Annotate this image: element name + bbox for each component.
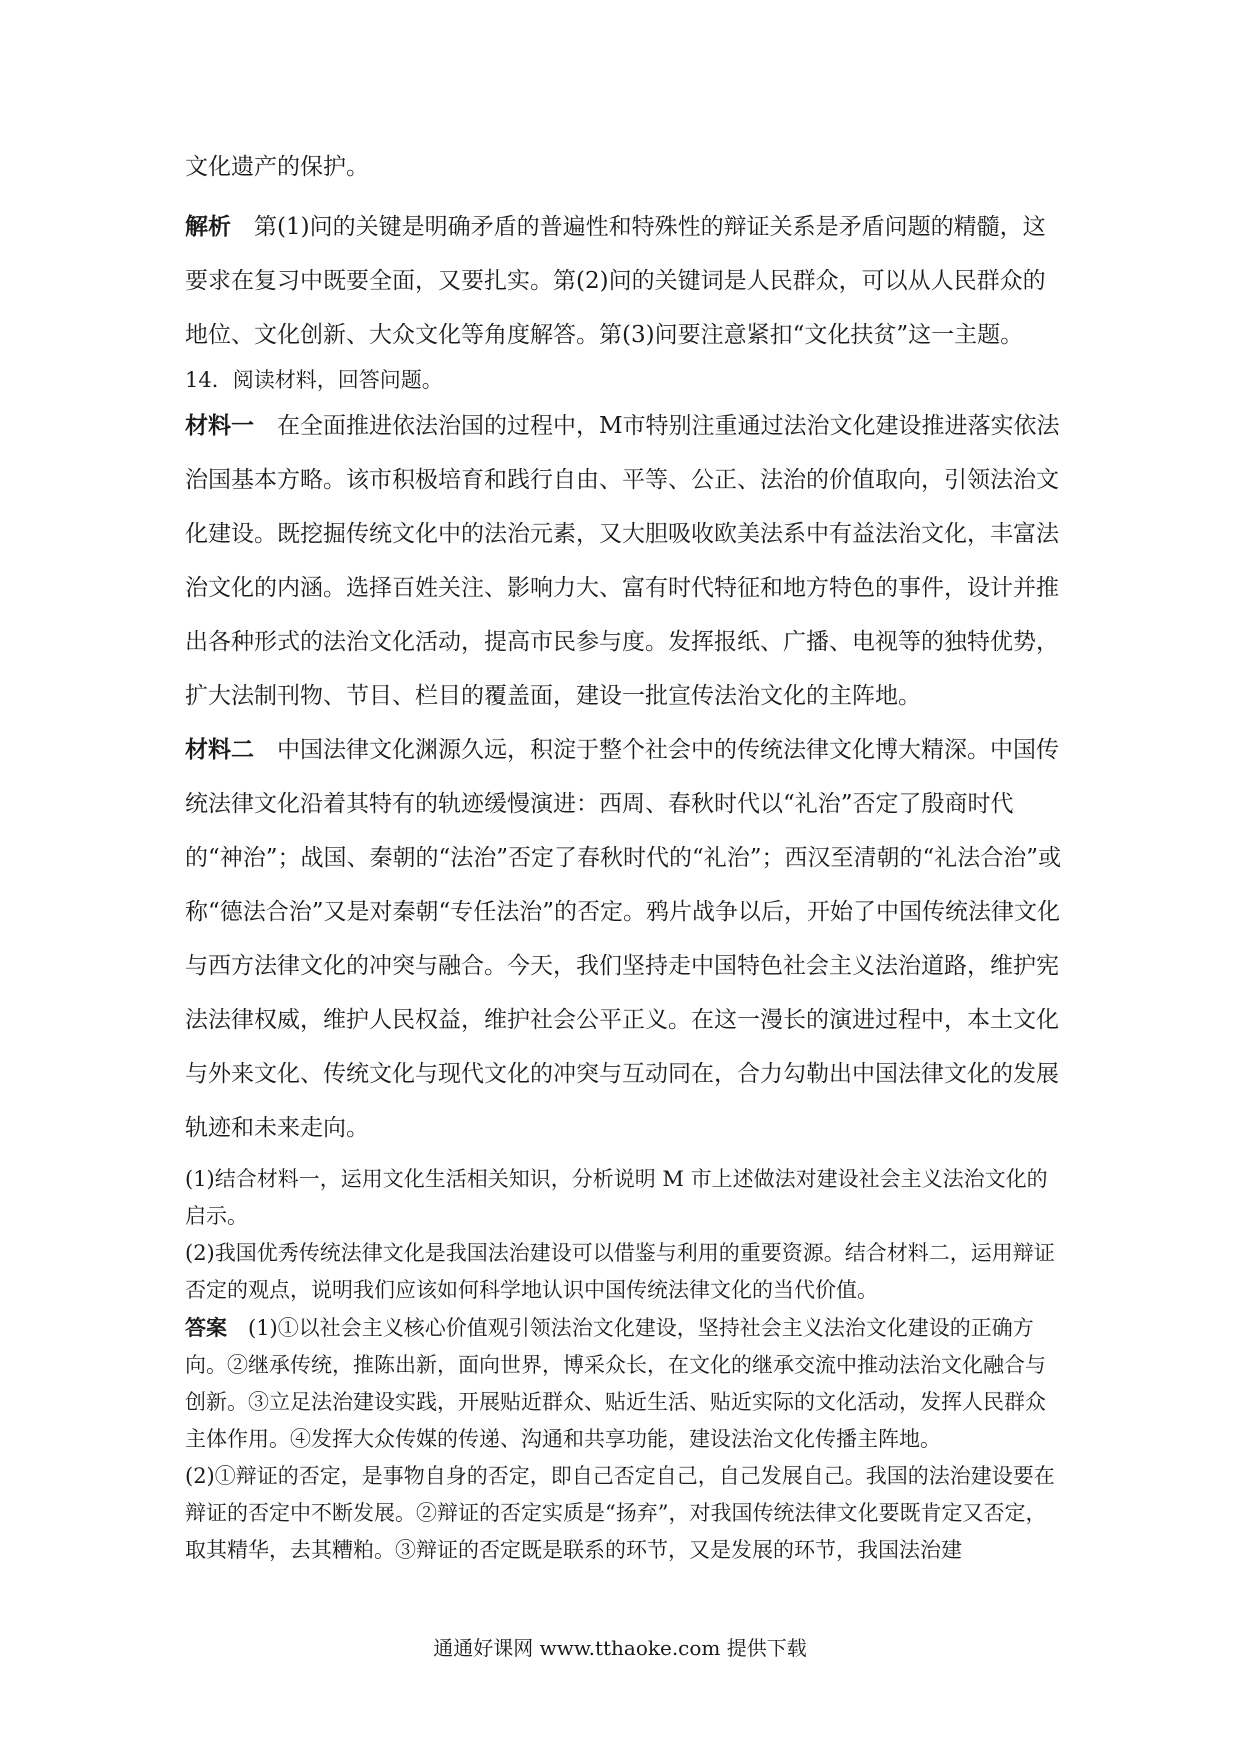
question-heading <box>185 362 1065 399</box>
material-one <box>185 399 1065 723</box>
material-one-label: 材料一 <box>185 412 254 439</box>
answer-label: 答案 <box>185 1315 227 1340</box>
paragraph-text: 文化遗产的保护。 <box>185 154 369 180</box>
material-two-label: 材料二 <box>185 736 254 763</box>
question-text: 14．阅读材料，回答问题。 <box>185 368 443 392</box>
sub-question-1-text: (1)结合材料一，运用文化生活相关知识，分析说明 M 市上述做法对建设社会主义法治文化的启示。 <box>185 1167 1048 1228</box>
answer-part-2-text: (2)①辩证的否定，是事物自身的否定，即自己否定自己，自己发展自己。我国的法治建设要在辩证的否定中不断发展。②辩证的否定实质是“扬弃”，对我国传统法律文化要既肯定又否定，取其精华，去其糟粕。③辩证的否定既是联系的环节，又是发展的环节，我国法治建 <box>185 1464 1055 1562</box>
answer-paragraph <box>185 1309 1065 1458</box>
sub-question-1 <box>185 1161 1065 1235</box>
analysis-text: 第(1)问的关键是明确矛盾的普遍性和特殊性的辩证关系是矛盾问题的精髓，这要求在复习中既要全面，又要扎实。第(2)问的关键词是人民群众，可以从人民群众的地位、文化创新、大众文化等角度解答。第(3)问要注意紧扣“文化扶贫”这一主题。 <box>185 214 1046 348</box>
answer-text: (1)①以社会主义核心价值观引领法治文化建设，坚持社会主义法治文化建设的正确方向。②继承传统，推陈出新，面向世界，博采众长，在文化的继承交流中推动法治文化融合与创新。③立足法治建设实践，开展贴近群众、贴近生活、贴近实际的文化活动，发挥人民群众主体作用。④发挥大众传媒的传递、沟通和共享功能，建设法治文化传播主阵地。 <box>185 1316 1046 1451</box>
material-two-text: 中国法律文化渊源久远，积淀于整个社会中的传统法律文化博大精深。中国传统法律文化沿着其特有的轨迹缓慢演进：西周、春秋时代以“礼治”否定了殷商时代的“神治”；战国、秦朝的“法治”否定了春秋时代的“礼治”；西汉至清朝的“礼法合治”或称“德法合治”又是对秦朝“专任法治”的否定。鸦片战争以后，开始了中国传统法律文化与西方法律文化的冲突与融合。今天，我们坚持走中国特色社会主义法治道路，维护宪法法律权威，维护人民权益，维护社会公平正义。在这一漫长的演进过程中，本土文化与外来文化、传统文化与现代文化的冲突与互动同在，合力勾勒出中国法律文化的发展轨迹和未来走向。 <box>185 737 1062 1141</box>
document-body <box>185 140 1065 1569</box>
answer-part-2 <box>185 1458 1065 1569</box>
material-two <box>185 723 1065 1155</box>
sub-question-2 <box>185 1235 1065 1309</box>
paragraph-continuation <box>185 140 1065 194</box>
analysis-paragraph <box>185 200 1065 362</box>
material-one-text: 在全面推进依法治国的过程中，M市特别注重通过法治文化建设推进落实依法治国基本方略。该市积极培育和践行自由、平等、公正、法治的价值取向，引领法治文化建设。既挖掘传统文化中的法治元素，又大胆吸收欧美法系中有益法治文化，丰富法治文化的内涵。选择百姓关注、影响力大、富有时代特征和地方特色的事件，设计并推出各种形式的法治文化活动，提高市民参与度。发挥报纸、广播、电视等的独特优势，扩大法制刊物、节目、栏目的覆盖面，建设一批宣传法治文化的主阵地。 <box>185 413 1060 709</box>
analysis-label: 解析 <box>185 213 231 240</box>
page-footer: 通通好课网 www.tthaoke.com 提供下载 <box>433 1636 807 1660</box>
sub-question-2-text: (2)我国优秀传统法律文化是我国法治建设可以借鉴与利用的重要资源。结合材料二，运用辩证否定的观点，说明我们应该如何科学地认识中国传统法律文化的当代价值。 <box>185 1241 1055 1302</box>
